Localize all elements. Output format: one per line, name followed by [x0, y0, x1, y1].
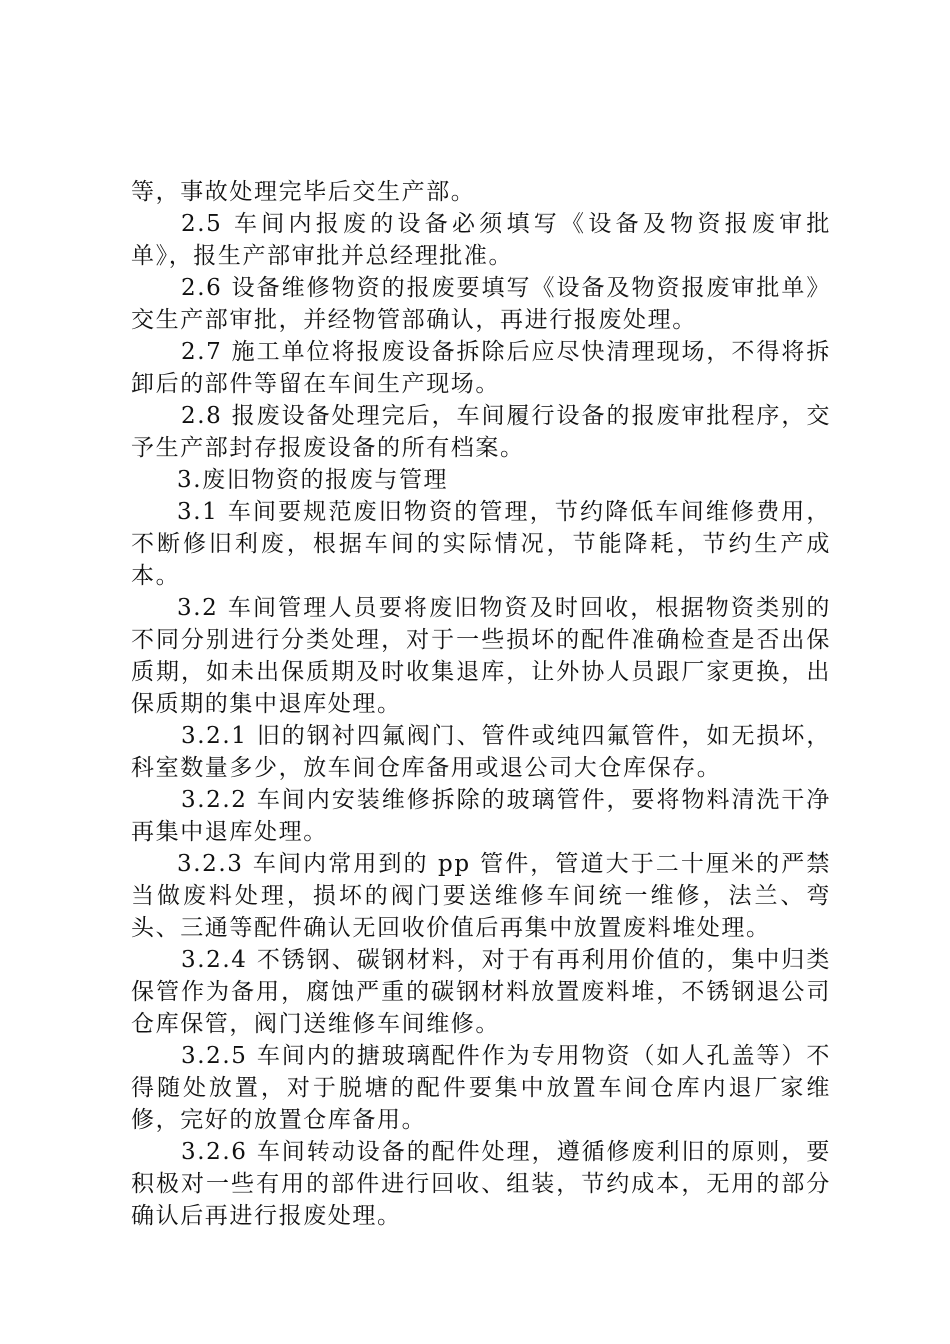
paragraph-3-1: 3.1 车间要规范废旧物资的管理，节约降低车间维修费用，不断修旧利废，根据车间的实际情况，节能降耗，节约生产成本。 [131, 499, 831, 589]
paragraph-2-6: 2.6 设备维修物资的报废要填写《设备及物资报废审批单》交生产部审批，并经物管部确认，再进行报废处理。 [131, 275, 831, 333]
paragraph-continuation: 等，事故处理完毕后交生产部。 [131, 179, 476, 205]
paragraph-3-2: 3.2 车间管理人员要将废旧物资及时回收，根据物资类别的不同分别进行分类处理，对于一些损坏的配件准确检查是否出保质期，如未出保质期及时收集退库，让外协人员跟厂家更换，出保质期的集中退库处理。 [131, 595, 831, 717]
paragraph-3-2-2: 3.2.2 车间内安装维修拆除的玻璃管件，要将物料清洗干净再集中退库处理。 [131, 787, 831, 845]
paragraph-3-2-4: 3.2.4 不锈钢、碳钢材料，对于有再利用价值的，集中归类保管作为备用，腐蚀严重的碳钢材料放置废料堆，不锈钢退公司仓库保管，阀门送维修车间维修。 [131, 947, 831, 1037]
paragraph-3-2-1: 3.2.1 旧的钢衬四氟阀门、管件或纯四氟管件，如无损坏，科室数量多少，放车间仓库备用或退公司大仓库保存。 [131, 723, 831, 781]
section-heading-3: 3.废旧物资的报废与管理 [177, 467, 449, 493]
document-body [131, 176, 831, 1232]
paragraph-3-2-6: 3.2.6 车间转动设备的配件处理，遵循修废利旧的原则，要积极对一些有用的部件进行回收、组装，节约成本，无用的部分确认后再进行报废处理。 [131, 1139, 831, 1229]
paragraph-2-5: 2.5 车间内报废的设备必须填写《设备及物资报废审批单》，报生产部审批并总经理批准。 [131, 211, 831, 269]
paragraph-2-7: 2.7 施工单位将报废设备拆除后应尽快清理现场，不得将拆卸后的部件等留在车间生产现场。 [131, 339, 831, 397]
paragraph-2-8: 2.8 报废设备处理完后，车间履行设备的报废审批程序，交予生产部封存报废设备的所有档案。 [131, 403, 831, 461]
paragraph-3-2-3: 3.2.3 车间内常用到的 pp 管件，管道大于二十厘米的严禁当做废料处理，损坏的阀门要送维修车间统一维修，法兰、弯头、三通等配件确认无回收价值后再集中放置废料堆处理。 [131, 851, 831, 941]
paragraph-3-2-5: 3.2.5 车间内的搪玻璃配件作为专用物资（如人孔盖等）不得随处放置，对于脱塘的配件要集中放置车间仓库内退厂家维修，完好的放置仓库备用。 [131, 1043, 831, 1133]
